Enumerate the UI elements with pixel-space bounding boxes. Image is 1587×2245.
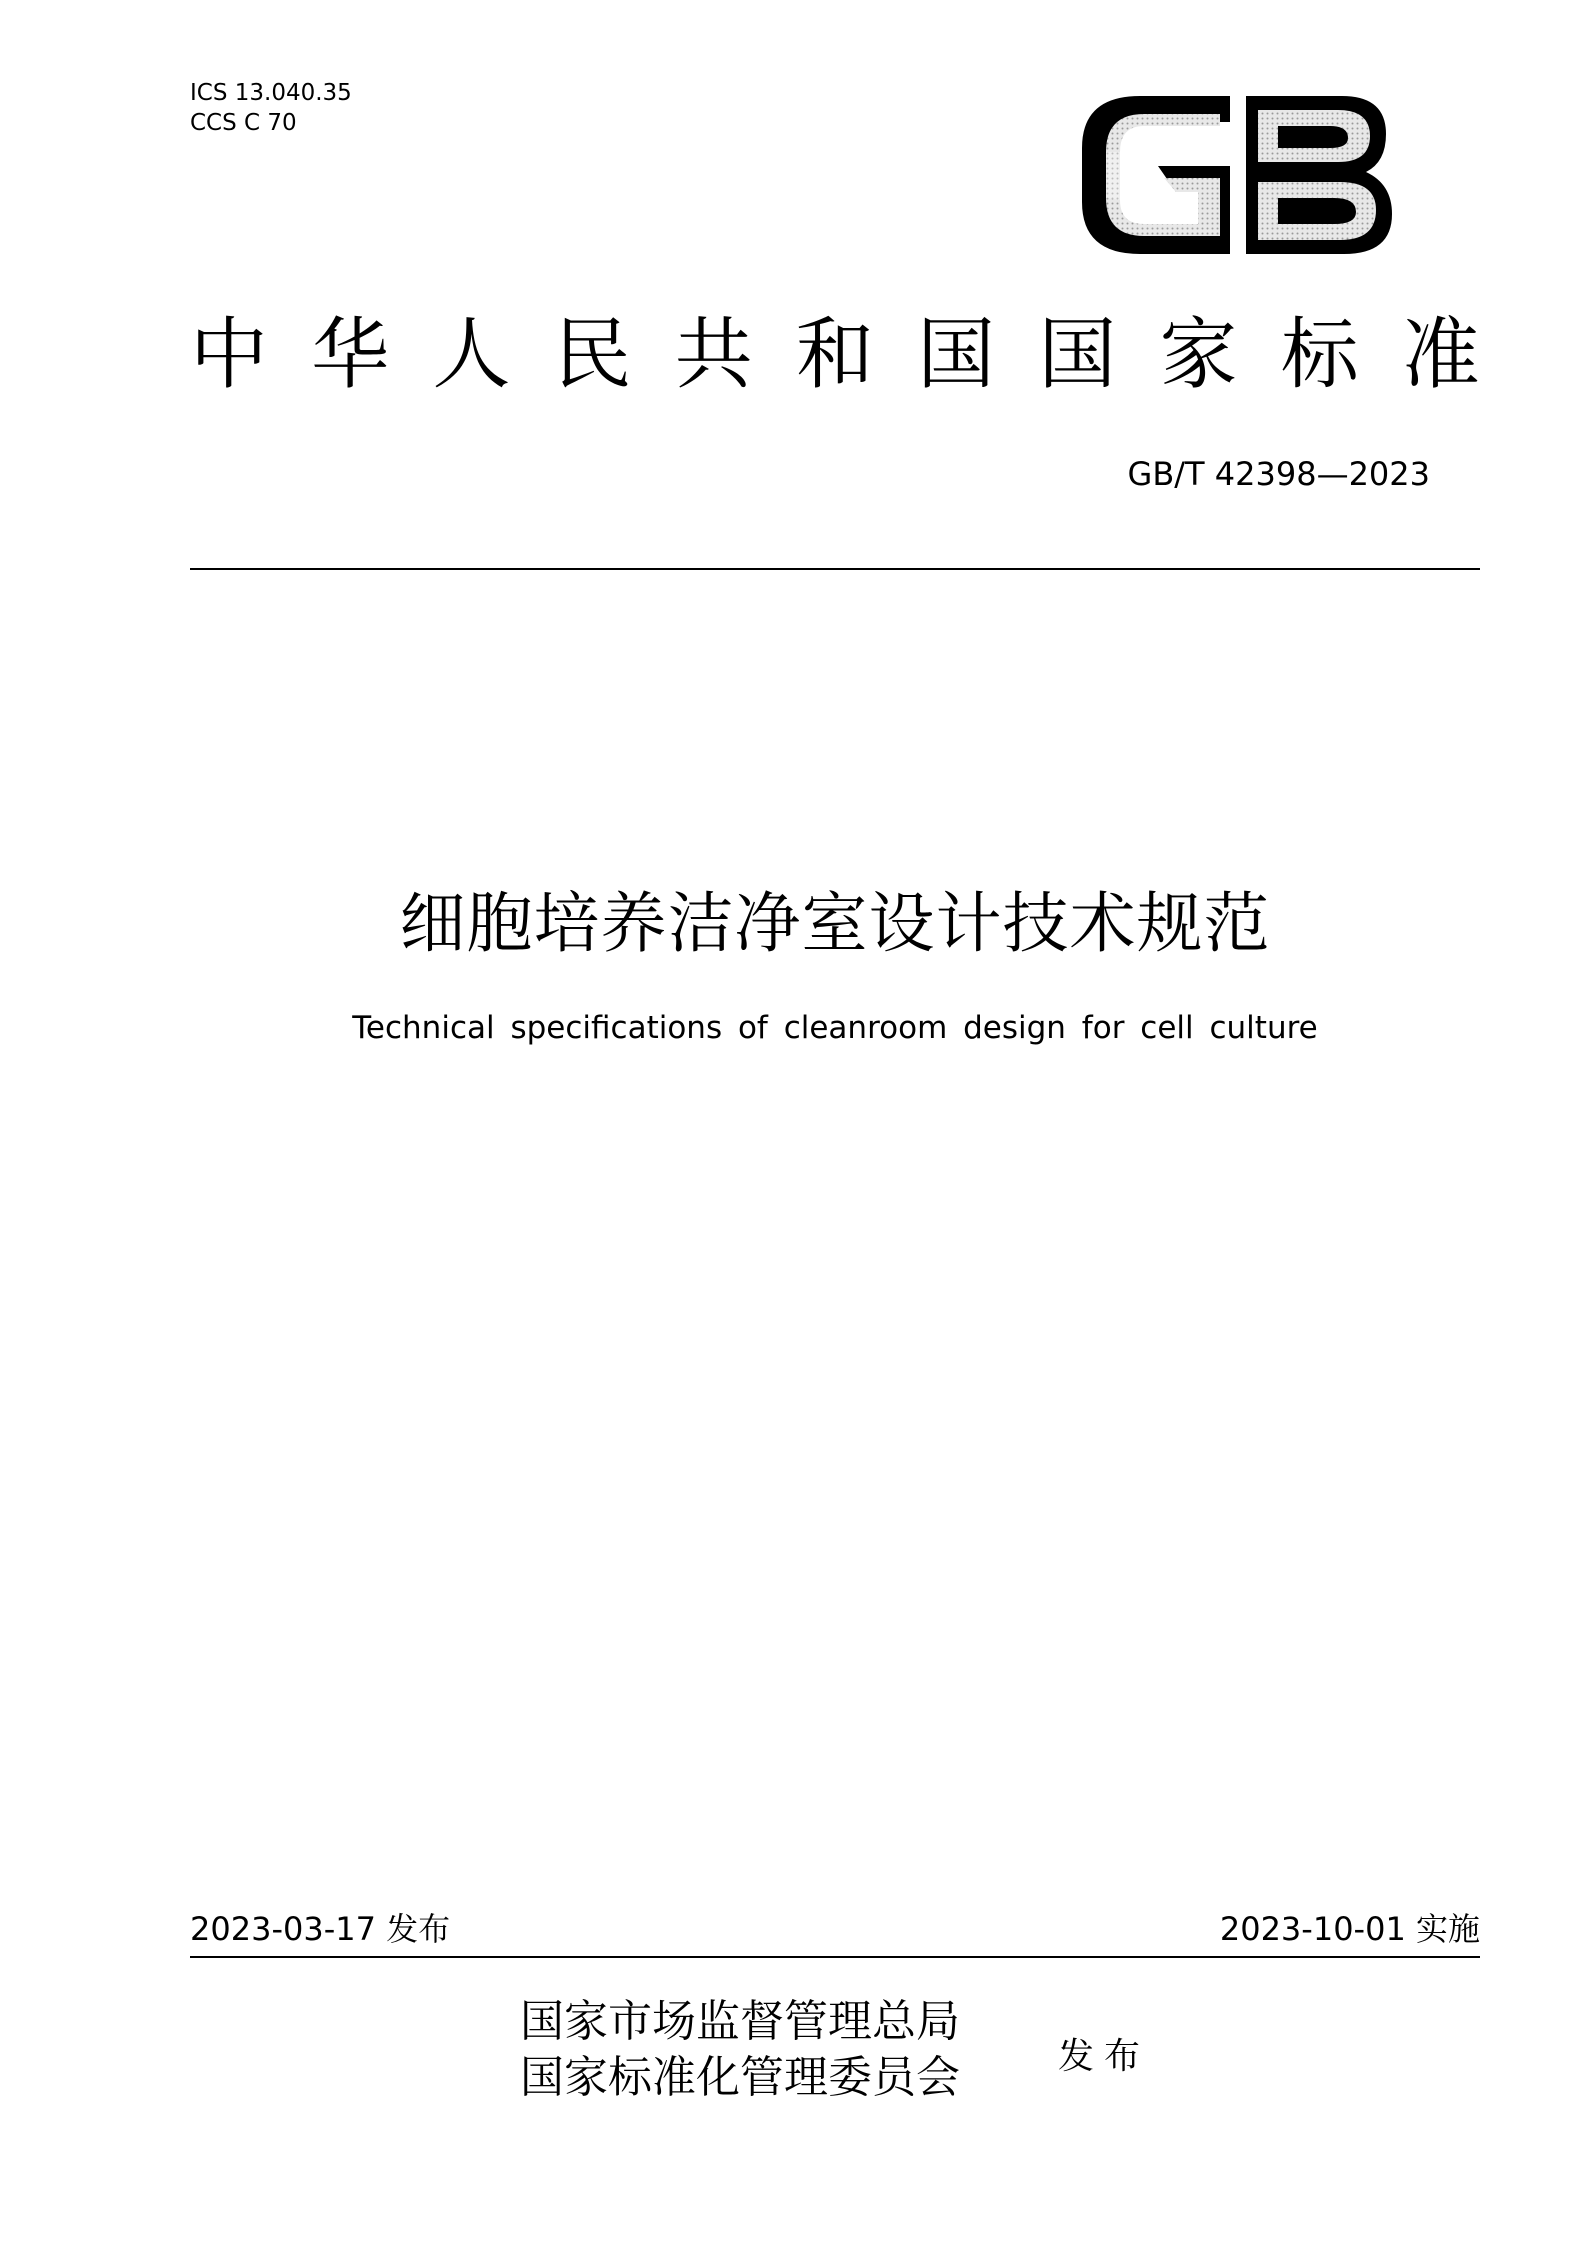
document-title-en: Technical specifications of cleanroom design for cell culture [352,1010,1318,1046]
heading-char: 华 [311,310,390,400]
heading-char: 国 [1038,310,1117,400]
document-title-zh: 细胞培养洁净室设计技术规范 [399,885,1271,962]
logo-letter-b [1246,96,1392,254]
issuing-authorities [520,1994,960,2106]
implementation-date: 2023-10-01 实施 [1219,1910,1480,1948]
logo-letter-g [1082,96,1230,254]
standard-number: GB/T 42398—2023 [1127,455,1430,493]
issue-date: 2023-03-17 发布 [190,1910,451,1948]
heading-char: 民 [553,310,632,400]
heading-char: 国 [917,310,996,400]
heading-char: 中 [190,310,269,400]
heading-char: 共 [674,310,753,400]
heading-char: 人 [432,310,511,400]
heading-char: 标 [1280,310,1359,400]
national-standard-heading [190,300,1480,410]
ics-code: ICS 13.040.35 [190,80,352,106]
classification-codes [190,78,352,138]
issue-action-label: 发布 [1058,2036,1151,2077]
heading-char: 和 [795,310,874,400]
heading-char: 家 [1159,310,1238,400]
issuer-samr: 国家市场监督管理总局 [520,1996,960,2047]
heading-char: 准 [1401,310,1480,400]
top-divider [190,568,1480,570]
gb-standard-logo [1080,96,1392,254]
bottom-divider [190,1956,1480,1958]
issuer-sac: 国家标准化管理委员会 [520,2052,960,2103]
ccs-code: CCS C 70 [190,110,297,136]
